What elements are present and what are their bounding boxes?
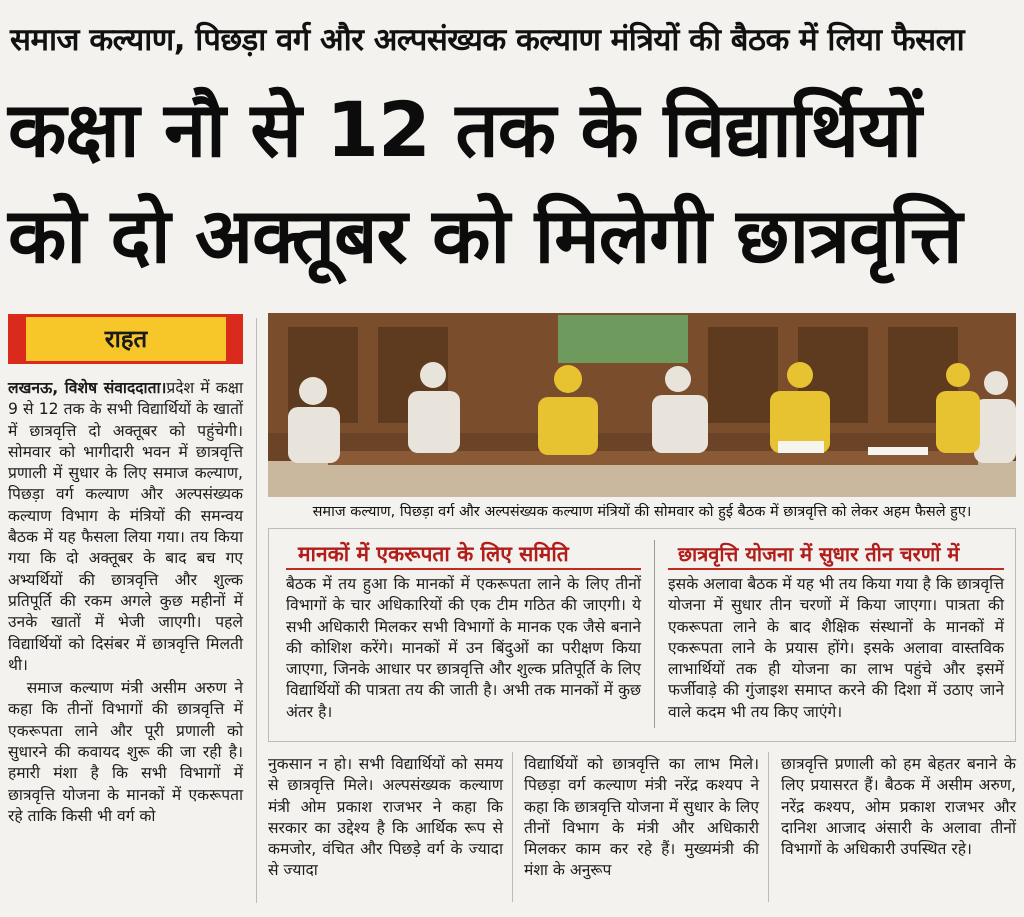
meeting-photo-illustration — [268, 313, 1016, 497]
column-divider-2 — [512, 752, 513, 902]
photo-caption: समाज कल्याण, पिछड़ा वर्ग और अल्पसंख्यक कल्याण मंत्रियों की सोमवार को हुई बैठक में छात्रवृत्ति को लेकर अहम फैसले हुए। — [312, 504, 972, 520]
column-3: विद्यार्थियों को छात्रवृत्ति का लाभ मिले। पिछड़ा वर्ग कल्याण मंत्री नरेंद्र कश्यप ने कहा कि छात्रवृत्ति योजना में सुधार के लिए तीनों विभाग के मंत्री और अधिकारी मिलकर काम कर रहे हैं। मुख्यमंत्री की मंशा के अनुरूप — [524, 755, 759, 880]
column-1-para-2: समाज कल्याण मंत्री असीम अरुण ने कहा कि तीनों विभागों की छात्रवृत्ति में एकरूपता लाने और पूरी प्रणाली को सुधारने की कवायद शुरू की जा रही है। हमारी मंशा है कि सभी विभागों में छात्रवृत्ति योजना के मानकों में एकरूपता रहे ताकि किसी भी वर्ग को — [8, 679, 243, 825]
box-right-text: इसके अलावा बैठक में यह भी तय किया गया है कि छात्रवृत्ति योजना में सुधार तीन चरणों में किया जाएगा। पात्रता की एकरूपता लाने के बाद शैक्षिक संस्थानों के मानकों में एकरूपता लाने के प्रयास होंगे। इसके अलावा वास्तविक लाभार्थियों तक ही योजना का लाभ पहुंचे और इसमें फर्जीवाड़े की गुंजाइश समाप्त करने की दिशा में उठाए जाने वाले कदम भी तय किए जाएंगे। — [668, 575, 1004, 721]
box-right-rule — [668, 568, 1004, 570]
box-right-title: छात्रवृत्ति योजना में सुधार तीन चरणों में — [678, 542, 960, 566]
box-left-rule — [286, 568, 641, 570]
column-1 — [8, 378, 243, 827]
highlight-box-divider — [654, 540, 655, 728]
column-4: छात्रवृत्ति प्रणाली को हम बेहतर बनाने के लिए प्रयासरत हैं। बैठक में असीम अरुण, नरेंद्र कश्यप, ओम प्रकाश राजभर और दानिश आजाद अंसारी के अलावा तीनों विभागों के अधिकारी उपस्थित रहे। — [781, 755, 1016, 859]
column-1-para-1-text: प्रदेश में कक्षा 9 से 12 तक के सभी विद्यार्थियों के खातों में छात्रवृत्ति दो अक्तूबर को पहुंचेगी। सोमवार को भागीदारी भवन में छात्रवृत्ति प्रणाली में सुधार के लिए समाज कल्याण, पिछड़ा वर्ग कल्याण और अल्पसंख्यक कल्याण विभाग के मंत्रियों की समन्वय बैठक में यह फैसला लिया गया। तय किया गया कि दो अक्तूबर के बाद बच गए अभ्यर्थियों की छात्रवृत्ति और शुल्क प्रतिपूर्ति की रकम अगले कुछ महीनों में उनके खातों में भेजी जाएगी। पहले विद्यार्थियों को दिसंबर में छात्रवृत्ति मिलती थी। — [8, 379, 243, 674]
tag-banner — [8, 314, 243, 364]
dateline: लखनऊ, विशेष संवाददाता। — [8, 379, 167, 397]
box-left-text: बैठक में तय हुआ कि मानकों में एकरूपता लाने के लिए तीनों विभागों के चार अधिकारियों की एक टीम गठित की जाएगी। ये सभी अधिकारी मिलकर सभी विभागों के मानक एक जैसे बनाने की कोशिश करेंगे। मानकों में उन बिंदुओं का परीक्षण किया जाएगा, जिनके आधार पर छात्रवृत्ति और शुल्क प्रतिपूर्ति के लिए विद्यार्थियों की पात्रता तय की जाती है। अभी तक मानकों में कुछ अंतर है। — [286, 575, 641, 721]
column-1-para-1 — [8, 378, 243, 676]
headline-line-1: कक्षा नौ से 12 तक के विद्यार्थियों — [8, 85, 921, 174]
meeting-photo — [268, 313, 1016, 497]
column-divider-3 — [768, 752, 769, 902]
box-left-title: मानकों में एकरूपता के लिए समिति — [298, 542, 569, 566]
column-2: नुकसान न हो। सभी विद्यार्थियों को समय से छात्रवृत्ति मिले। अल्पसंख्यक कल्याण मंत्री ओम प्रकाश राजभर ने कहा कि सरकार का उद्देश्य है कि आर्थिक रूप से कमजोर, वंचित और पिछड़े वर्ग के ज्यादा से ज्यादा — [268, 755, 503, 880]
tag-label: राहत — [26, 317, 226, 361]
headline-line-2: को दो अक्तूबर को मिलेगी छात्रवृत्ति — [8, 191, 962, 280]
kicker-headline: समाज कल्याण, पिछड़ा वर्ग और अल्पसंख्यक कल्याण मंत्रियों की बैठक में लिया फैसला — [10, 22, 965, 58]
column-divider — [256, 318, 257, 903]
